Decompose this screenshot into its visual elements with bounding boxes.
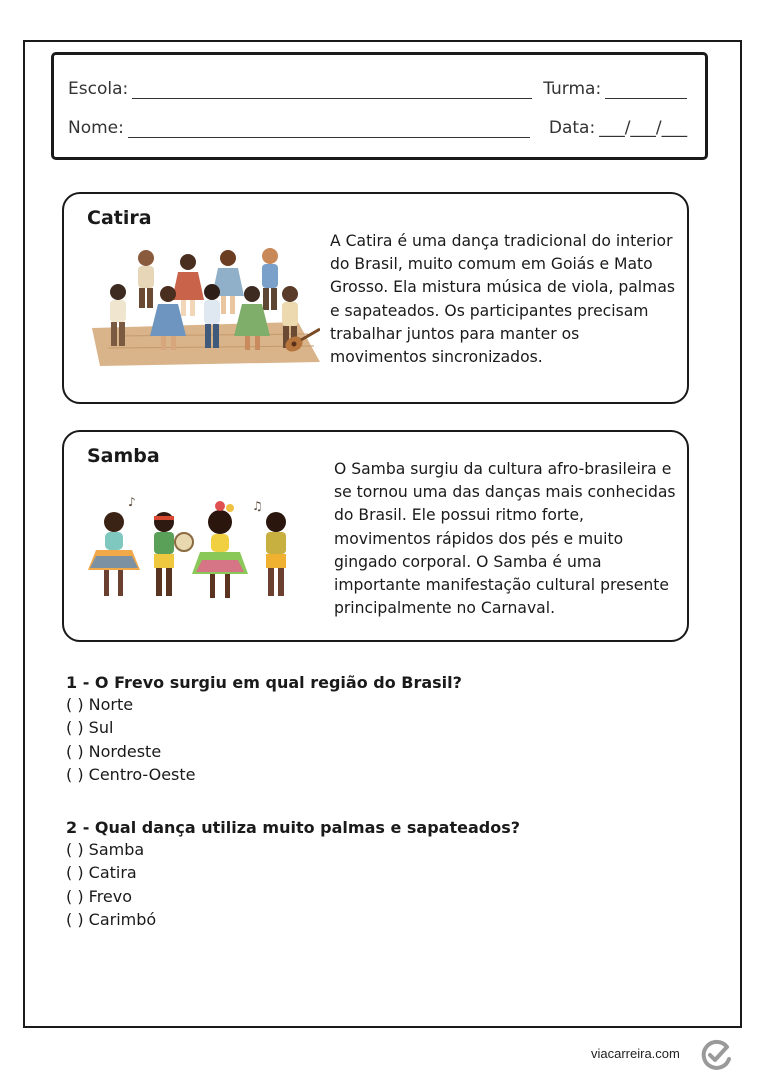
option-checkbox[interactable]: ( ) Frevo	[66, 886, 133, 906]
name-label: Nome:	[68, 118, 124, 138]
date-field[interactable]: ___/___/___	[599, 118, 688, 138]
class-label: Turma:	[543, 79, 602, 99]
svg-text:♪: ♪	[128, 495, 136, 509]
option-checkbox[interactable]: ( ) Samba	[66, 840, 145, 859]
date-label: Data:	[548, 118, 596, 138]
student-info-box	[51, 52, 708, 160]
footer-site[interactable]: viacarreira.com	[591, 1046, 680, 1061]
option-checkbox[interactable]: ( ) Norte	[66, 695, 134, 714]
question-2: 2 - Qual dança utiliza muito palmas e sapateados?	[66, 818, 521, 837]
card-title: Samba	[87, 445, 160, 467]
card-title: Catira	[87, 207, 152, 229]
option-checkbox[interactable]: ( ) Carimbó	[66, 909, 157, 929]
check-circle-icon	[700, 1038, 734, 1072]
name-field[interactable]	[128, 121, 530, 138]
class-field[interactable]	[605, 82, 687, 99]
catira-dancers-illustration	[88, 244, 320, 370]
question-1: 1 - O Frevo surgiu em qual região do Brasil?	[66, 673, 462, 692]
svg-text:♫: ♫	[252, 499, 263, 513]
header-row-1	[68, 79, 691, 99]
option-checkbox[interactable]: ( ) Catira	[66, 863, 137, 883]
question-2-options	[66, 838, 156, 931]
samba-dancers-illustration	[80, 492, 314, 610]
samba-card	[62, 430, 689, 642]
school-label: Escola:	[68, 79, 129, 99]
question-1-options	[66, 693, 196, 786]
header-row-2	[68, 118, 691, 138]
option-checkbox[interactable]: ( ) Sul	[66, 718, 114, 738]
card-description: A Catira é uma dança tradicional do interior do Brasil, muito comum em Goiás e Mato Grosso. Ela mistura música de viola, palmas e sapateados. Os participantes precisam trabalhar juntos para manter os movimentos sincronizados.	[330, 232, 676, 367]
catira-card	[62, 192, 689, 404]
card-description: O Samba surgiu da cultura afro-brasileira e se tornou uma das danças mais conhecidas do Brasil. Ele possui ritmo forte, movimentos rápidos dos pés e muito gingado corporal. O Samba é uma importante manifestação cultural presente principalmente no Carnaval.	[334, 460, 676, 618]
school-field[interactable]	[132, 82, 532, 99]
option-checkbox[interactable]: ( ) Centro-Oeste	[66, 764, 196, 784]
option-checkbox[interactable]: ( ) Nordeste	[66, 741, 162, 761]
